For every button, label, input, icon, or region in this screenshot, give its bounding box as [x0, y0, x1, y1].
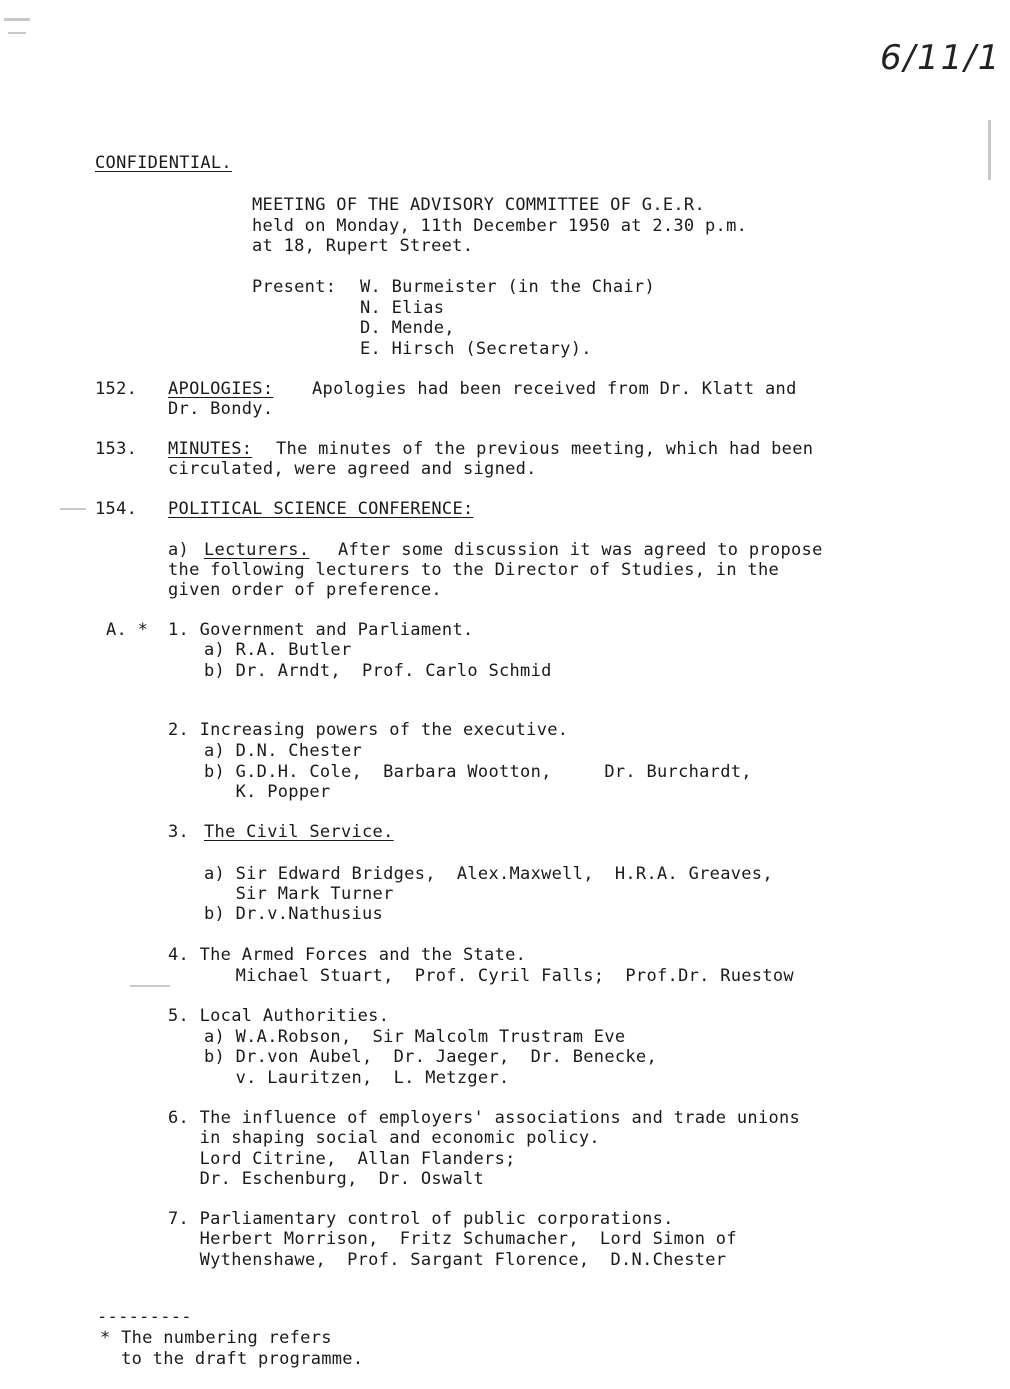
lecturers-text: the following lecturers to the Director of Studies, in the	[168, 560, 780, 580]
footnote-line: * The numbering refers	[100, 1328, 332, 1348]
topic-line: b) Dr. Arndt, Prof. Carlo Schmid	[204, 661, 552, 681]
topic-line: Lord Citrine, Allan Flanders;	[168, 1149, 516, 1169]
topic-line: b) Dr.v.Nathusius	[204, 904, 384, 924]
present-member: N. Elias	[360, 298, 445, 318]
classification-label: CONFIDENTIAL.	[95, 153, 232, 173]
topic-line: Sir Mark Turner	[204, 884, 394, 904]
topic-line: a) R.A. Butler	[204, 640, 352, 660]
heading-line-2: held on Monday, 11th December 1950 at 2.30 p.m.	[252, 216, 748, 236]
footnote-line: to the draft programme.	[100, 1349, 364, 1369]
topic-line: v. Lauritzen, L. Metzger.	[204, 1068, 510, 1088]
heading-line-1: MEETING OF THE ADVISORY COMMITTEE OF G.E.R.	[252, 195, 705, 215]
topic-line: in shaping social and economic policy.	[168, 1128, 600, 1148]
topic-heading: 2. Increasing powers of the executive.	[168, 720, 569, 740]
scan-speckle	[4, 18, 30, 21]
topic-line: Dr. Eschenburg, Dr. Oswalt	[168, 1169, 485, 1189]
topic-number: 3.	[168, 822, 190, 842]
archive-mark: 6/11/1	[880, 38, 1002, 78]
item-text: The minutes of the previous meeting, which had been	[276, 439, 814, 459]
item-title-minutes: MINUTES:	[168, 439, 253, 459]
item-title-conference: POLITICAL SCIENCE CONFERENCE:	[168, 499, 474, 519]
topic-heading: 7. Parliamentary control of public corporations.	[168, 1209, 674, 1229]
item-number: 154.	[95, 499, 138, 519]
scan-speckle	[8, 32, 26, 34]
topic-line: a) Sir Edward Bridges, Alex.Maxwell, H.R.A. Greaves,	[204, 864, 773, 884]
item-text: circulated, were agreed and signed.	[168, 459, 537, 479]
scan-speckle	[60, 508, 86, 510]
topic-heading: 1. Government and Parliament.	[168, 620, 474, 640]
topic-line: b) G.D.H. Cole, Barbara Wootton, Dr. Burchardt,	[204, 762, 752, 782]
topic-line: a) D.N. Chester	[204, 741, 363, 761]
topic-heading: 5. Local Authorities.	[168, 1006, 390, 1026]
lecturers-title: Lecturers.	[204, 540, 310, 560]
topic-heading: 4. The Armed Forces and the State.	[168, 945, 527, 965]
present-member: E. Hirsch (Secretary).	[360, 339, 592, 359]
present-member: D. Mende,	[360, 318, 455, 338]
present-member: W. Burmeister (in the Chair)	[360, 277, 655, 297]
heading-line-3: at 18, Rupert Street.	[252, 236, 474, 256]
scan-speckle	[130, 985, 170, 987]
topic-line: a) W.A.Robson, Sir Malcolm Trustram Eve	[204, 1027, 626, 1047]
lecturers-text: given order of preference.	[168, 580, 442, 600]
topic-line: Herbert Morrison, Fritz Schumacher, Lord Simon of	[168, 1229, 737, 1249]
footnote-rule: ---------	[97, 1307, 192, 1327]
topic-line: Wythenshawe, Prof. Sargant Florence, D.N.Chester	[168, 1250, 727, 1270]
lecturers-prefix: a)	[168, 540, 190, 560]
present-label: Present:	[252, 277, 337, 297]
margin-note: A. *	[106, 620, 149, 640]
topic-line: b) Dr.von Aubel, Dr. Jaeger, Dr. Benecke,	[204, 1047, 657, 1067]
topic-title-civil-service: The Civil Service.	[204, 822, 394, 842]
topic-line: K. Popper	[204, 782, 331, 802]
lecturers-text: After some discussion it was agreed to propose	[338, 540, 823, 560]
item-text: Apologies had been received from Dr. Klatt and	[312, 379, 797, 399]
item-number: 152.	[95, 379, 138, 399]
item-title-apologies: APOLOGIES:	[168, 379, 274, 399]
topic-line: Michael Stuart, Prof. Cyril Falls; Prof.Dr. Ruestow	[204, 966, 794, 986]
item-text: Dr. Bondy.	[168, 399, 274, 419]
topic-heading: 6. The influence of employers' associations and trade unions	[168, 1108, 801, 1128]
item-number: 153.	[95, 439, 138, 459]
scan-speckle	[988, 120, 991, 180]
